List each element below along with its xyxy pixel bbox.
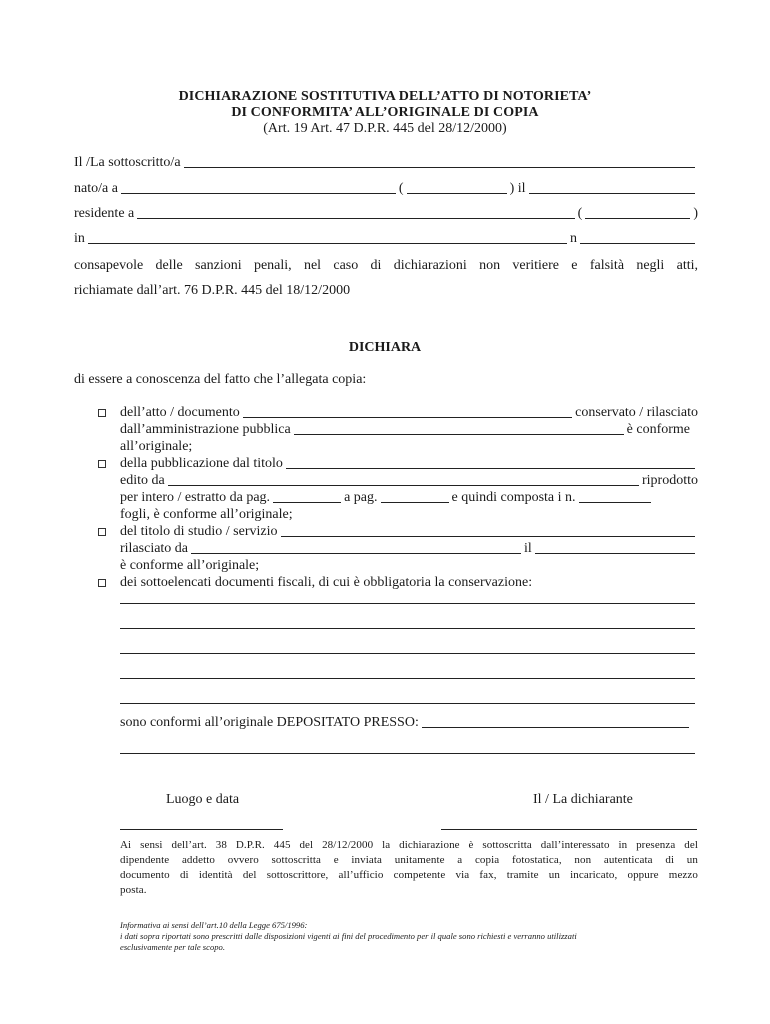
atto-row3: [120, 438, 698, 455]
in-label: in: [74, 231, 85, 246]
sottoscritto-row: [74, 153, 698, 171]
fiscali-line-1[interactable]: [120, 603, 695, 604]
pubblicazione-label: della pubblicazione dal titolo: [120, 456, 283, 471]
ente-rilascio-field[interactable]: [191, 553, 521, 554]
residente-label: residente a: [74, 206, 135, 221]
studio-row3: [120, 557, 698, 574]
composta-label: e quindi composta i n.: [451, 490, 576, 505]
legal-note-line3: documento di identità del sottoscrittore, all’ufficio competente via fax, tramite un incaricato, oppure mezzo: [120, 869, 698, 881]
informativa-line1: Informativa ai sensi dell’art.10 della Legge 675/1996:: [120, 920, 308, 930]
residente-close-paren: ): [693, 206, 698, 221]
legal-note-line2: dipendente addetto ovvero sottoscritta e inviata unitamente a copia fotostatica, non autenticata di un: [120, 854, 698, 866]
edito-da-label: edito da: [120, 473, 165, 488]
depositato-line-2[interactable]: [120, 753, 695, 754]
document-subtitle: (Art. 19 Art. 47 D.P.R. 445 del 28/12/2000): [263, 121, 507, 136]
numero-civico-field[interactable]: [580, 243, 695, 244]
fiscali-row1: [120, 574, 698, 591]
studio-row1: [120, 523, 698, 540]
pub-originale-label: fogli, è conforme all’originale;: [120, 507, 293, 522]
nato-open-paren: (: [398, 181, 404, 196]
nato-il-label: ) il: [509, 181, 526, 196]
a-pag-label: a pag.: [344, 490, 378, 505]
pub-row1: [120, 455, 698, 472]
n-label: n: [570, 231, 577, 246]
a-pagina-field[interactable]: [381, 502, 449, 503]
da-pagina-field[interactable]: [273, 502, 341, 503]
luogo-data-label: Luogo e data: [166, 792, 240, 807]
studio-checkbox[interactable]: [98, 528, 107, 537]
dichiara-intro: di essere a conoscenza del fatto che l’allegata copia:: [74, 372, 367, 387]
residente-open-paren: (: [577, 206, 583, 221]
titolo-studio-label: del titolo di studio / servizio: [120, 524, 278, 539]
residenza-field[interactable]: [137, 218, 574, 219]
atto-row2: [120, 421, 698, 438]
fiscali-line-5[interactable]: [120, 703, 695, 704]
atto-checkbox[interactable]: [98, 409, 107, 418]
fiscali-label: dei sottoelencati documenti fiscali, di cui è obbligatoria la conservazione:: [120, 575, 533, 590]
luogo-data-field[interactable]: [120, 829, 283, 830]
firma-field[interactable]: [441, 829, 697, 830]
amministrazione-label: dall’amministrazione pubblica: [120, 422, 291, 437]
indirizzo-row: [74, 229, 698, 247]
numero-fogli-field[interactable]: [579, 502, 651, 503]
legal-note: [120, 838, 698, 898]
sottoscritto-label: Il /La sottoscritto/a: [74, 155, 181, 170]
legal-note-line1: Ai sensi dell’art. 38 D.P.R. 445 del 28/12/2000 la dichiarazione è sottoscritta dall’interessato in presenza del: [120, 839, 698, 851]
riprodotto-label: riprodotto: [642, 473, 698, 488]
indirizzo-field[interactable]: [88, 243, 567, 244]
pubblicazione-checkbox[interactable]: [98, 460, 107, 469]
conservato-label: conservato / rilasciato: [575, 405, 698, 420]
informativa: [120, 920, 700, 953]
conforme-label: è conforme: [626, 422, 690, 437]
fiscali-line-3[interactable]: [120, 653, 695, 654]
depositato-field[interactable]: [422, 727, 689, 728]
dichiara-heading: DICHIARA: [348, 340, 422, 355]
nato-label: nato/a a: [74, 181, 118, 196]
titolo-studio-field[interactable]: [281, 536, 696, 537]
provincia-residenza-field[interactable]: [585, 218, 690, 219]
provincia-nascita-field[interactable]: [407, 193, 507, 194]
data-nascita-field[interactable]: [529, 193, 695, 194]
titolo-pubblicazione-field[interactable]: [286, 468, 695, 469]
informativa-line2: i dati sopra riportati sono prescritti dalle disposizioni vigenti ai fini del procedimento per il quale sono richiesti e verranno utilizzati: [120, 931, 577, 941]
consapevole-line1: consapevole delle sanzioni penali, nel caso di dichiarazioni non veritiere e falsità negli atti,: [74, 258, 698, 273]
pub-row3: [120, 489, 698, 506]
amministrazione-field[interactable]: [294, 434, 624, 435]
luogo-nascita-field[interactable]: [121, 193, 396, 194]
studio-row2: [120, 540, 698, 557]
studio-il-label: il: [524, 541, 532, 556]
pub-row2: [120, 472, 698, 489]
estratto-label: per intero / estratto da pag.: [120, 490, 271, 505]
atto-label: dell’atto / documento: [120, 405, 240, 420]
fiscali-checkbox[interactable]: [98, 579, 107, 588]
legal-note-line4: posta.: [120, 884, 147, 896]
nato-row: [74, 179, 698, 197]
document-title-line2: DI CONFORMITA’ ALL’ORIGINALE DI COPIA: [231, 105, 539, 120]
depositato-label: sono conformi all’originale DEPOSITATO PRESSO:: [120, 715, 419, 730]
atto-row1: [120, 404, 698, 421]
fiscali-line-4[interactable]: [120, 678, 695, 679]
pub-row4: [120, 506, 698, 523]
atto-field[interactable]: [243, 417, 572, 418]
document-title-line1: DICHIARAZIONE SOSTITUTIVA DELL’ATTO DI NOTORIETA’: [178, 89, 592, 104]
consapevole-paragraph: [74, 253, 698, 303]
depositato-row: [120, 714, 692, 731]
fiscali-line-2[interactable]: [120, 628, 695, 629]
informativa-line3: esclusivamente per tale scopo.: [120, 942, 226, 952]
editore-field[interactable]: [168, 485, 639, 486]
dichiarante-label: Il / La dichiarante: [533, 792, 633, 807]
data-rilascio-field[interactable]: [535, 553, 695, 554]
rilasciato-da-label: rilasciato da: [120, 541, 189, 556]
residente-row: [74, 204, 698, 222]
consapevole-line2: richiamate dall’art. 76 D.P.R. 445 del 18/12/2000: [74, 283, 351, 298]
studio-originale-label: è conforme all’originale;: [120, 558, 260, 573]
atto-originale-label: all’originale;: [120, 439, 193, 454]
sottoscritto-field[interactable]: [184, 167, 695, 168]
